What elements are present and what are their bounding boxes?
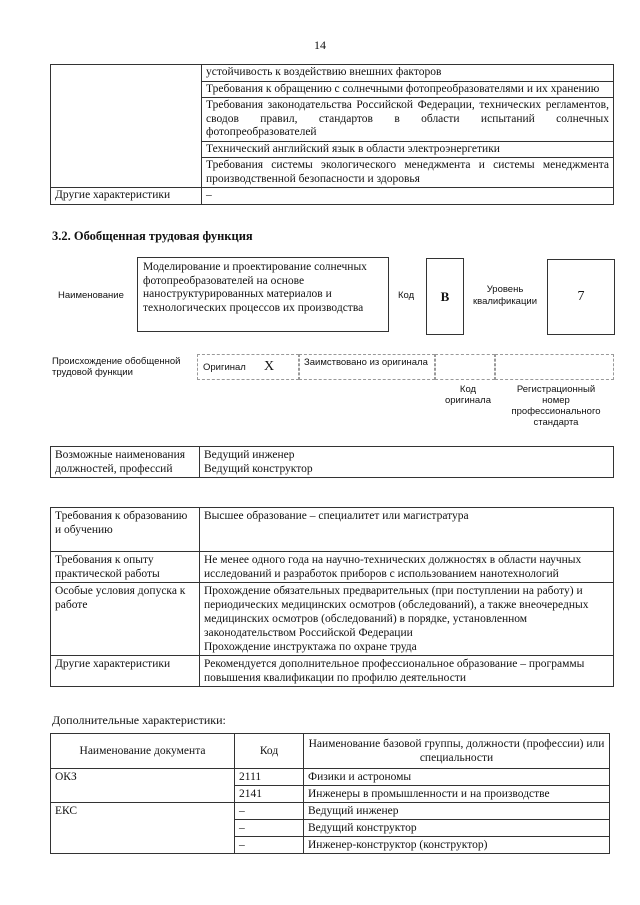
name-label: Наименование <box>58 290 124 301</box>
positions-values <box>200 447 614 478</box>
other-value: Рекомендуется дополнительное профессиональное образование – программы повышения квалификации по профилю деятельности <box>200 656 614 687</box>
code-label: Код <box>398 290 415 301</box>
other-characteristics-value: – <box>202 188 614 205</box>
page-number: 14 <box>314 38 326 52</box>
knowledge-row: Технический английский язык в области электроэнергетики <box>202 141 614 158</box>
row-name: Ведущий конструктор <box>304 820 610 837</box>
admission-value-2: Прохождение инструктажа по охране труда <box>204 641 417 653</box>
origin-row <box>197 354 614 380</box>
reg-number-caption: Регистрационный номер профессионального стандарта <box>511 384 601 428</box>
additional-title: Дополнительные характеристики: <box>52 713 226 727</box>
other-label: Другие характеристики <box>51 656 200 687</box>
row-code: 2111 <box>235 769 304 786</box>
positions-table <box>50 446 614 478</box>
admission-value: Прохождение обязательных предварительных (при поступлении на работу) и периодических медицинских осмотров (обследований), а также внеочередных медицинских осмотров (обследований) в порядке, установленном законодательством Российской Федерации <box>204 585 589 639</box>
code-original-cell <box>435 354 495 380</box>
borrowed-label: Заимствовано из оригинала <box>304 357 428 368</box>
header-name: Наименование базовой группы, должности (профессии) или специальности <box>304 734 610 769</box>
code-original-caption: Код оригинала <box>444 384 491 406</box>
row-code: – <box>235 820 304 837</box>
education-value: Высшее образование – специалитет или магистратура <box>200 508 614 552</box>
function-name-box: Моделирование и проектирование солнечных фотопреобразователей на основе наноструктурированных материалов и технологических процессов их производства <box>137 257 389 332</box>
level-label: Уровень квалификации <box>472 284 538 307</box>
header-code: Код <box>235 734 304 769</box>
admission-label: Особые условия допуска к работе <box>51 583 200 656</box>
experience-value: Не менее одного года на научно-технических должностях в области научных исследований и разработок приборов с использованием нанотехнологий <box>200 552 614 583</box>
section-title: 3.2. Обобщенная трудовая функция <box>52 229 253 243</box>
row-code: – <box>235 803 304 820</box>
original-mark: X <box>264 359 275 374</box>
row-code: 2141 <box>235 786 304 803</box>
positions-label: Возможные наименования должностей, профессий <box>51 447 200 478</box>
borrowed-cell <box>299 354 435 380</box>
function-code-box: B <box>426 258 464 335</box>
reg-number-cell <box>495 354 614 380</box>
knowledge-row: устойчивость к воздействию внешних факторов <box>202 65 614 82</box>
doc-eks: ЕКС <box>51 803 235 854</box>
row-name: Физики и астрономы <box>304 769 610 786</box>
row-name: Ведущий инженер <box>304 803 610 820</box>
knowledge-row: Требования к обращению с солнечными фотопреобразователями и их хранению <box>202 81 614 98</box>
education-label: Требования к образованию и обучению <box>51 508 200 552</box>
qualification-level-box: 7 <box>547 259 615 335</box>
other-characteristics-label: Другие характеристики <box>51 188 202 205</box>
experience-label: Требования к опыту практической работы <box>51 552 200 583</box>
position-item: Ведущий инженер <box>204 449 295 461</box>
header-document: Наименование документа <box>51 734 235 769</box>
additional-table <box>50 733 610 854</box>
requirements-table <box>50 507 614 687</box>
knowledge-label-cell <box>51 65 202 188</box>
doc-okz: ОКЗ <box>51 769 235 803</box>
original-label: Оригинал <box>203 362 246 373</box>
origin-label: Происхождение обобщенной трудовой функции <box>52 356 181 378</box>
row-name: Инженеры в промышленности и на производстве <box>304 786 610 803</box>
knowledge-table-continuation <box>50 64 614 205</box>
admission-values <box>200 583 614 656</box>
position-item: Ведущий конструктор <box>204 463 313 475</box>
original-cell <box>197 354 299 380</box>
row-code: – <box>235 837 304 854</box>
knowledge-row: Требования законодательства Российской Федерации, технических регламентов, сводов правил, стандартов в области испытаний солнечных фотопреобразователей <box>202 98 614 142</box>
knowledge-row: Требования системы экологического менеджмента и системы менеджмента производственной безопасности и здоровья <box>202 158 614 188</box>
row-name: Инженер-конструктор (конструктор) <box>304 837 610 854</box>
